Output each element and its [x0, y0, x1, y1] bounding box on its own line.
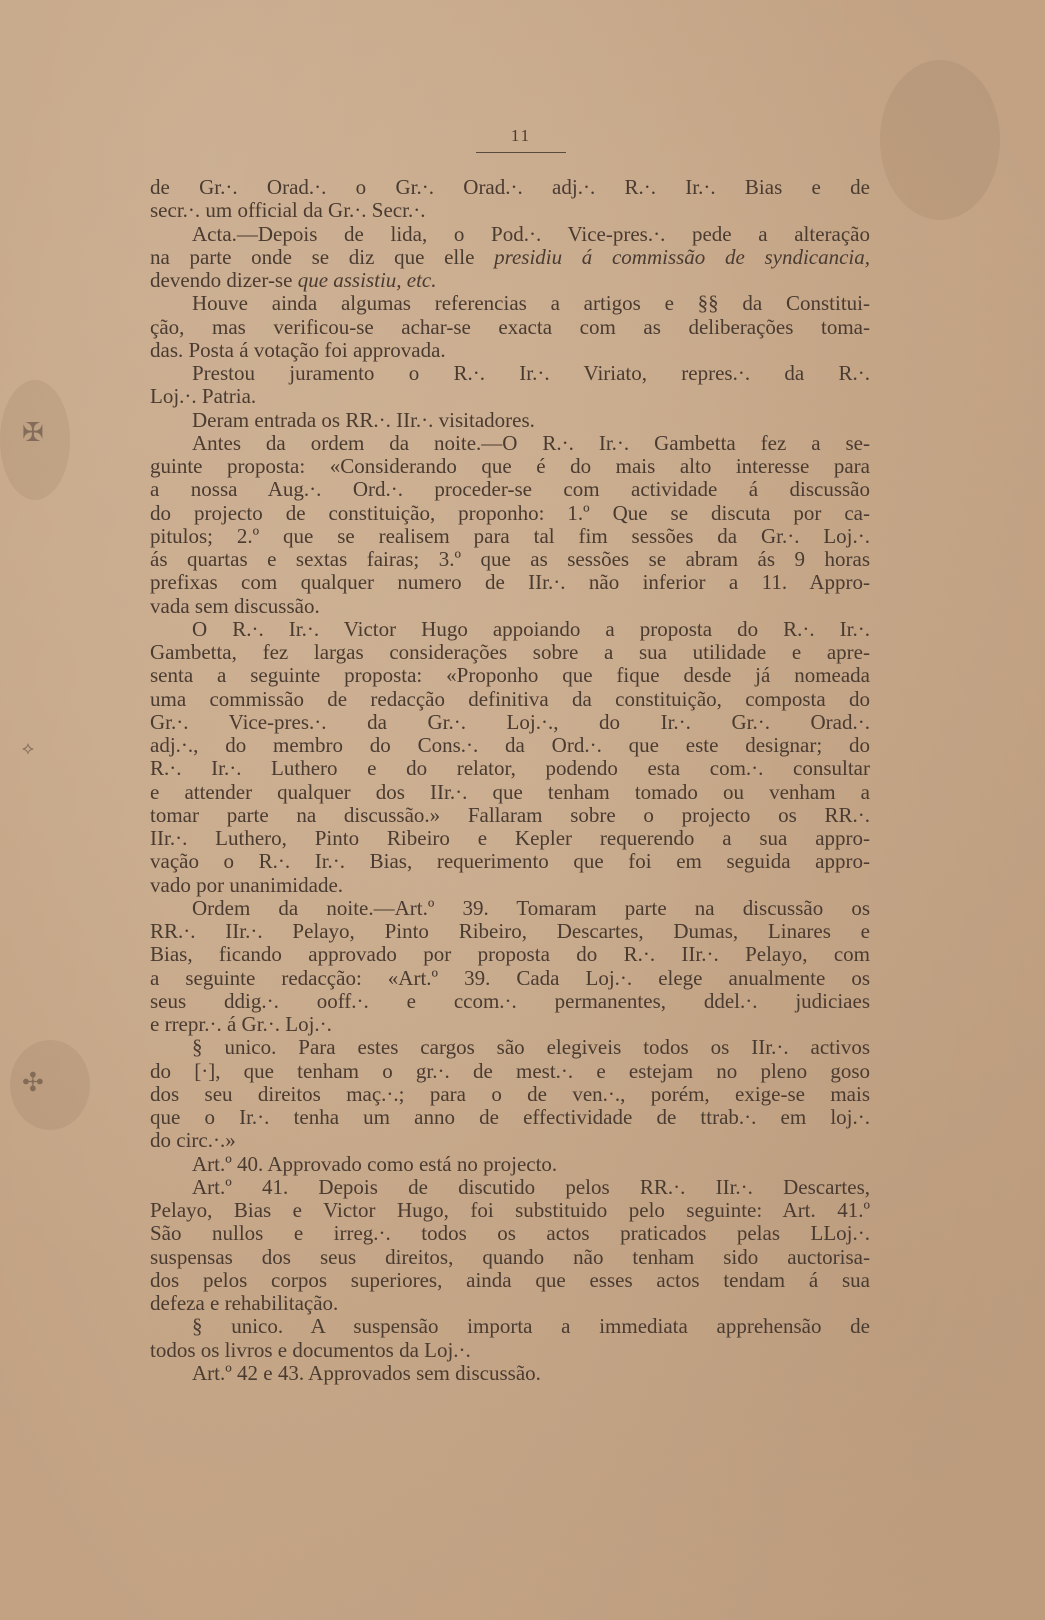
text-line: Art.º 42 e 43. Approvados sem discussão. — [192, 1360, 541, 1385]
text-line: suspensas dos seus direitos, quando não tenham sido auctorisa- — [150, 1244, 870, 1269]
text-line: senta a seguinte proposta: «Proponho que fique desde já nomeada — [150, 663, 870, 688]
ink-blot-mark: ⟡ — [22, 738, 34, 758]
text-line: ás quartas e sextas fairas; 3.º que as sessões se abram ás 9 horas — [150, 547, 870, 571]
text-line: a seguinte redacção: «Art.º 39. Cada Loj.·. elege anualmente os — [150, 965, 870, 990]
paper-stain — [880, 60, 1000, 220]
text-line: guinte proposta: «Considerando que é do mais alto interesse para — [150, 454, 870, 478]
italic-phrase: que assistiu, etc. — [297, 268, 437, 292]
text-line: Prestou juramento o R.·. Ir.·. Viriato, repres.·. da R.·. — [192, 361, 870, 385]
paragraph — [150, 292, 870, 362]
text-line: Antes da ordem da noite.—O R.·. Ir.·. Gambetta fez a se- — [192, 430, 870, 455]
paragraph — [150, 1153, 870, 1176]
text-line: dos seu direitos maç.·.; para o de ven.·., porém, exige-se mais — [150, 1081, 870, 1106]
text-line: Bias, ficando approvado por proposta do R.·. IIr.·. Pelayo, com — [150, 942, 870, 967]
text-line: IIr.·. Luthero, Pinto Ribeiro e Kepler requerendo a sua appro- — [150, 826, 870, 850]
text-line: Loj.·. Patria. — [150, 384, 257, 409]
text-line: secr.·. um official da Gr.·. Secr.·. — [150, 198, 426, 223]
text-line: do circ.·.» — [150, 1128, 236, 1153]
text-line: a nossa Aug.·. Ord.·. proceder-se com actividade á discussão — [150, 477, 870, 502]
text-line: adj.·., do membro do Cons.·. da Ord.·. que este designar; do — [150, 733, 870, 757]
paragraph — [150, 1315, 870, 1362]
text-line: tomar parte na discussão.» Fallaram sobre o projecto os RR.·. — [150, 802, 870, 827]
text-line: Art.º 40. Approvado como está no projecto. — [192, 1151, 558, 1176]
text-line: seus ddig.·. ooff.·. e ccom.·. permanentes, ddel.·. judiciaes — [150, 988, 870, 1013]
text-line: de Gr.·. Orad.·. o Gr.·. Orad.·. adj.·. R.·. Ir.·. Bias e de — [150, 175, 870, 199]
paragraph — [150, 618, 870, 897]
ink-blot-mark: ✠ — [22, 418, 44, 447]
text-line: prefixas com qualquer numero de IIr.·. não inferior a 11. Appro- — [150, 570, 870, 595]
text-line: Pelayo, Bias e Victor Hugo, foi substituido pelo seguinte: Art. 41.º — [150, 1198, 870, 1222]
text-line: Deram entrada os RR.·. IIr.·. visitadores. — [192, 407, 535, 432]
text-line: § unico. Para estes cargos são elegiveis todos os IIr.·. activos — [192, 1035, 870, 1060]
text-line: São nullos e irreg.·. todos os actos praticados pelas LLoj.·. — [150, 1221, 870, 1246]
text-line: uma commissão de redacção definitiva da constituição, composta do — [150, 686, 870, 711]
paragraph — [150, 1176, 870, 1316]
text-line: defeza e rehabilitação. — [150, 1291, 339, 1315]
text-line: todos os livros e documentos da Loj.·. — [150, 1337, 471, 1362]
text-line: vado por unanimidade. — [150, 872, 344, 897]
text-line: na parte onde se diz que elle presidiu á commissão de syndicancia, — [150, 244, 871, 269]
paragraph — [150, 432, 870, 618]
text-line: ção, mas verificou-se achar-se exacta com as deliberações toma- — [150, 314, 870, 339]
text-line: vada sem discussão. — [150, 593, 320, 618]
text-line: Gambetta, fez largas considerações sobre a sua utilidade e apre- — [150, 640, 870, 664]
text-line: § unico. A suspensão importa a immediata apprehensão de — [192, 1314, 870, 1339]
paragraph — [150, 1036, 870, 1152]
text-line: e rrepr.·. á Gr.·. Loj.·. — [150, 1012, 332, 1036]
text-line: do [·], que tenham o gr.·. de mest.·. e estejam no pleno goso — [150, 1058, 870, 1083]
paragraph — [150, 362, 870, 409]
paragraph — [150, 409, 870, 432]
text-line: Gr.·. Vice-pres.·. da Gr.·. Loj.·., do Ir.·. Gr.·. Orad.·. — [150, 709, 870, 734]
text-line: Ordem da noite.—Art.º 39. Tomaram parte na discussão os — [192, 895, 870, 920]
text-line: O R.·. Ir.·. Victor Hugo appoiando a proposta do R.·. Ir.·. — [192, 616, 870, 641]
text-line: RR.·. IIr.·. Pelayo, Pinto Ribeiro, Descartes, Dumas, Linares e — [150, 919, 870, 943]
text-line: dos pelos corpos superiores, ainda que esses actos tendam á sua — [150, 1267, 870, 1292]
text-line: Houve ainda algumas referencias a artigos e §§ da Constitui- — [192, 291, 870, 316]
text-line: R.·. Ir.·. Luthero e do relator, podendo esta com.·. consultar — [150, 756, 870, 781]
ink-blot-mark: ✣ — [22, 1068, 44, 1097]
paragraph — [150, 223, 870, 293]
text-line: Acta.—Depois de lida, o Pod.·. Vice-pres.·. pede a alteração — [192, 221, 870, 246]
text-line: Art.º 41. Depois de discutido pelos RR.·. IIr.·. Descartes, — [192, 1174, 870, 1199]
text-line: do projecto de constituição, proponho: 1.º Que se discuta por ca- — [150, 500, 870, 525]
text-line: devendo dizer-se que assistiu, etc. — [150, 268, 437, 292]
italic-phrase: presidiu á commissão de syndicancia, — [494, 244, 871, 269]
paragraph — [150, 897, 870, 1037]
header-rule — [476, 152, 566, 153]
body-text — [150, 176, 870, 1385]
text-line: das. Posta á votação foi approvada. — [150, 337, 446, 362]
text-line: pitulos; 2.º que se realisem para tal fim sessões da Gr.·. Loj.·. — [150, 523, 870, 548]
paragraph — [150, 176, 870, 223]
text-line: que o Ir.·. tenha um anno de effectividade de ttrab.·. em loj.·. — [150, 1105, 870, 1129]
text-line: vação o R.·. Ir.·. Bias, requerimento que foi em seguida appro- — [150, 849, 870, 874]
text-line: e attender qualquer dos IIr.·. que tenham tomado ou venham a — [150, 779, 870, 804]
paragraph — [150, 1362, 870, 1385]
page-number: 11 — [510, 126, 532, 145]
